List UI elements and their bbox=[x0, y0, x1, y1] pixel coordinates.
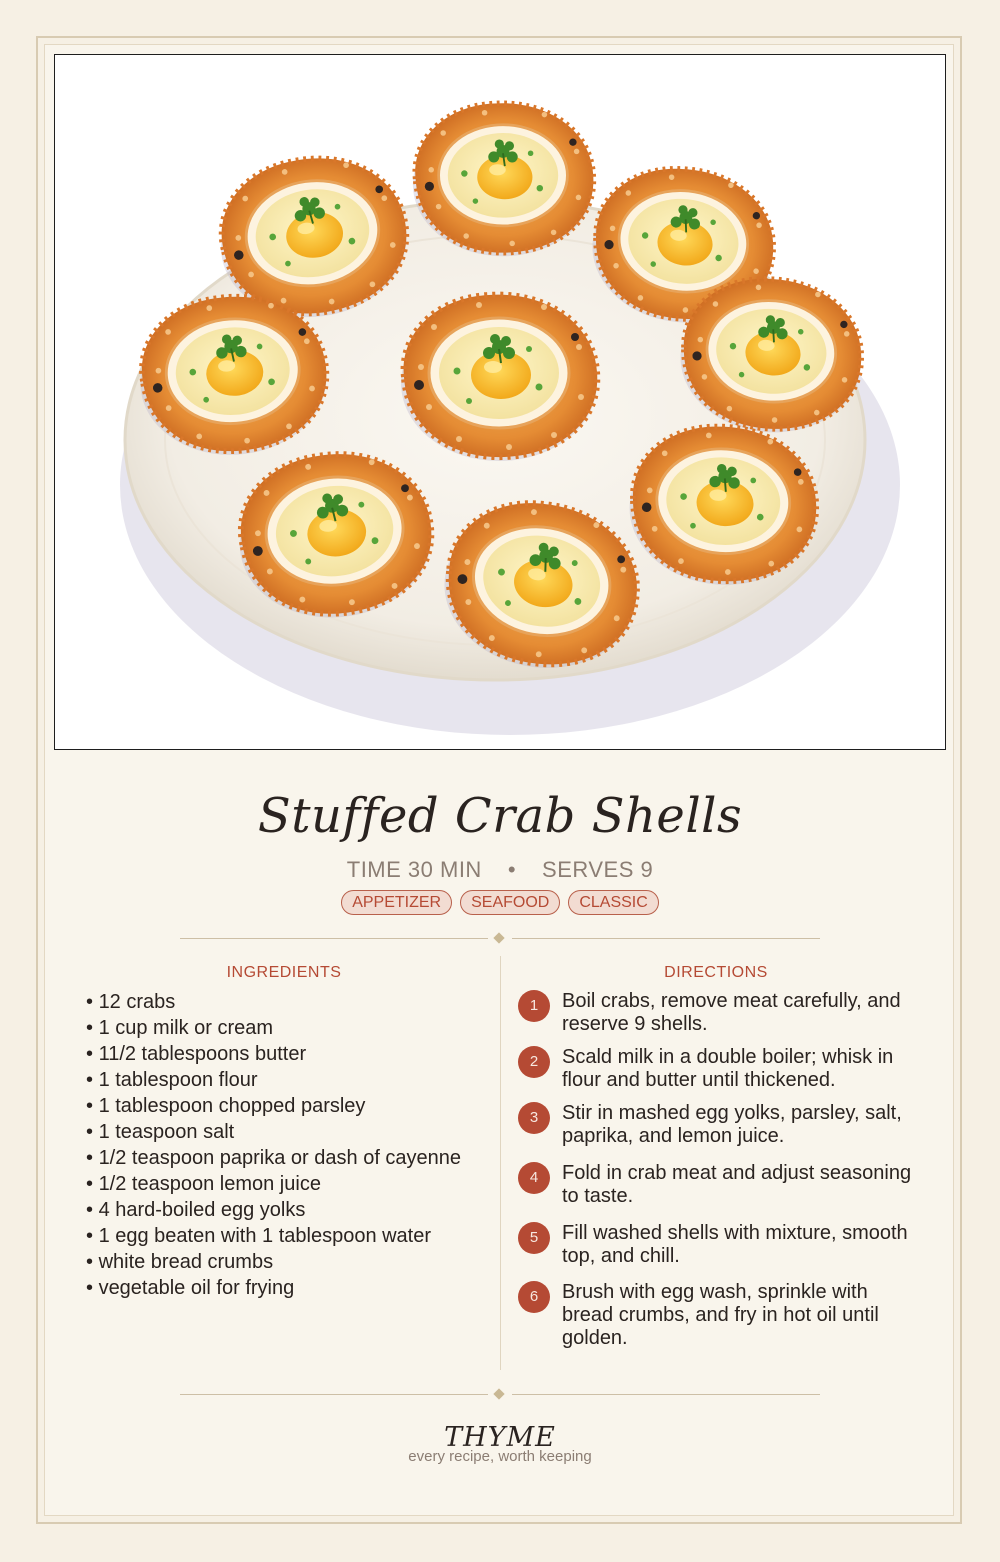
ingredient-item: • 1 cup milk or cream bbox=[86, 1017, 476, 1040]
ingredients-heading: INGREDIENTS bbox=[226, 964, 342, 981]
direction-step bbox=[518, 1046, 918, 1092]
tag-classic[interactable]: CLASSIC bbox=[568, 890, 658, 915]
recipe-title: Stuffed Crab Shells bbox=[257, 788, 743, 844]
direction-step bbox=[518, 1222, 918, 1268]
ingredient-item: • 11/2 tablespoons butter bbox=[86, 1043, 476, 1066]
divider-bottom bbox=[180, 1388, 820, 1402]
direction-step bbox=[518, 1102, 918, 1148]
tag-list bbox=[0, 890, 1000, 915]
step-text: Fold in crab meat and adjust seasoning to taste. bbox=[562, 1162, 912, 1207]
step-number-badge: 4 bbox=[518, 1162, 550, 1194]
direction-step bbox=[518, 990, 918, 1036]
directions-list bbox=[518, 990, 918, 1360]
column-divider bbox=[500, 956, 501, 1370]
recipe-time: TIME 30 MIN bbox=[346, 857, 482, 882]
step-number-badge: 1 bbox=[518, 990, 550, 1022]
step-text: Scald milk in a double boiler; whisk in flour and butter until thickened. bbox=[562, 1046, 894, 1091]
stuffed-crab-shells-illustration bbox=[55, 55, 945, 749]
ingredient-item: • vegetable oil for frying bbox=[86, 1277, 476, 1300]
ingredient-item: • 1 tablespoon chopped parsley bbox=[86, 1095, 476, 1118]
step-number-badge: 2 bbox=[518, 1046, 550, 1078]
diamond-icon bbox=[493, 1388, 504, 1399]
tag-seafood[interactable]: SEAFOOD bbox=[460, 890, 560, 915]
recipe-photo bbox=[54, 54, 946, 750]
ingredient-item: • 1/2 teaspoon paprika or dash of cayenne bbox=[86, 1147, 476, 1170]
step-text: Fill washed shells with mixture, smooth top, and chill. bbox=[562, 1222, 908, 1267]
brand-tagline: every recipe, worth keeping bbox=[408, 1448, 592, 1465]
recipe-servings: SERVES 9 bbox=[542, 857, 654, 882]
tag-appetizer[interactable]: APPETIZER bbox=[341, 890, 452, 915]
ingredient-item: • 4 hard-boiled egg yolks bbox=[86, 1199, 476, 1222]
directions-heading: DIRECTIONS bbox=[664, 964, 768, 981]
ingredient-item: • 1 tablespoon flour bbox=[86, 1069, 476, 1092]
ingredient-item: • 1 teaspoon salt bbox=[86, 1121, 476, 1144]
ingredient-item: • 1/2 teaspoon lemon juice bbox=[86, 1173, 476, 1196]
ingredient-item: • 12 crabs bbox=[86, 991, 476, 1014]
recipe-meta bbox=[0, 857, 1000, 883]
direction-step bbox=[518, 1162, 918, 1208]
ingredients-list bbox=[86, 991, 476, 1303]
step-text: Brush with egg wash, sprinkle with bread crumbs, and fry in hot oil until golden. bbox=[562, 1281, 879, 1349]
step-number-badge: 5 bbox=[518, 1222, 550, 1254]
direction-step bbox=[518, 1281, 918, 1350]
ingredient-item: • white bread crumbs bbox=[86, 1251, 476, 1274]
step-text: Boil crabs, remove meat carefully, and reserve 9 shells. bbox=[562, 990, 901, 1035]
step-number-badge: 6 bbox=[518, 1281, 550, 1313]
divider-top bbox=[180, 932, 820, 946]
step-number-badge: 3 bbox=[518, 1102, 550, 1134]
ingredient-item: • 1 egg beaten with 1 tablespoon water bbox=[86, 1225, 476, 1248]
brand-logo: THYME bbox=[444, 1422, 556, 1453]
diamond-icon bbox=[493, 932, 504, 943]
step-text: Stir in mashed egg yolks, parsley, salt, paprika, and lemon juice. bbox=[562, 1102, 902, 1147]
meta-separator: • bbox=[507, 857, 517, 882]
